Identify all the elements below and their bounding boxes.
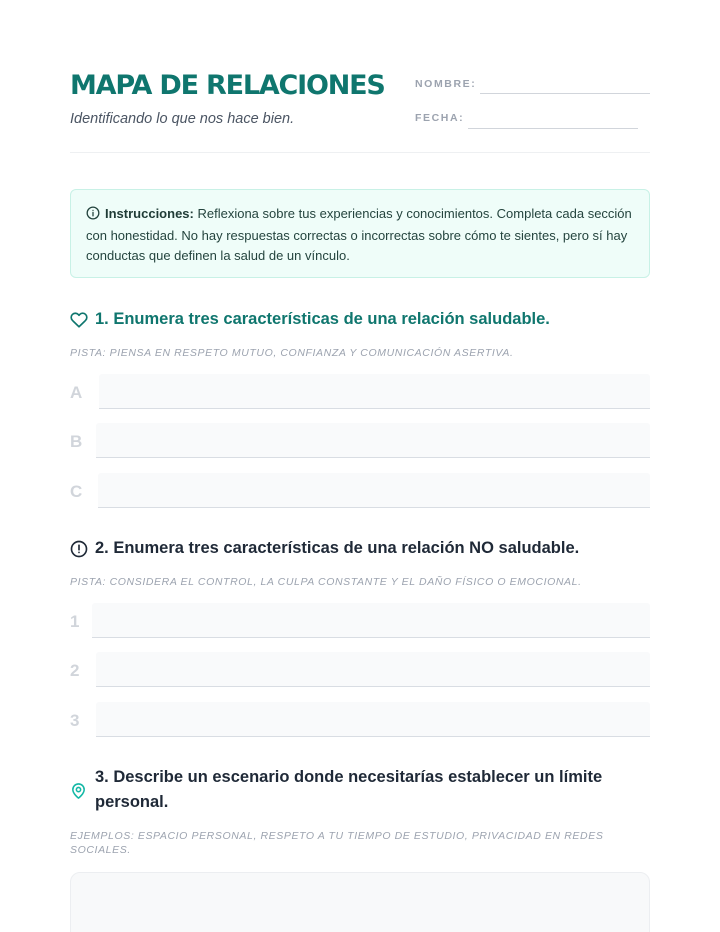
answer-field-1[interactable] (92, 603, 650, 638)
alert-circle-icon (70, 540, 88, 563)
question-3-title: 3. Describe un escenario donde necesitarías establecer un límite personal. (95, 768, 603, 811)
page-subtitle: Identificando lo que nos hace bien. (70, 111, 295, 127)
answer-label-1: 1 (70, 612, 80, 631)
name-field[interactable] (480, 93, 650, 94)
answer-label-b: B (70, 432, 83, 451)
name-label: NOMBRE: (415, 78, 477, 90)
map-pin-icon (70, 782, 87, 805)
answer-field-3[interactable] (96, 702, 650, 737)
page-title: MAPA DE RELACIONES (70, 70, 385, 101)
question-3-hint: EJEMPLOS: ESPACIO PERSONAL, RESPETO A TU TIEMPO DE ESTUDIO, PRIVACIDAD EN REDES SOCIALES. (70, 830, 604, 856)
question-2-title: 2. Enumera tres características de una relación NO saludable. (95, 539, 580, 557)
answer-label-3: 3 (70, 711, 80, 730)
question-2-hint: PISTA: CONSIDERA EL CONTROL, LA CULPA CONSTANTE Y EL DAÑO FÍSICO O EMOCIONAL. (70, 576, 582, 588)
answer-label-2: 2 (70, 661, 80, 680)
question-1-title: 1. Enumera tres características de una relación saludable. (95, 310, 550, 328)
date-label: FECHA: (415, 112, 465, 124)
instructions-label: Instrucciones: (105, 206, 194, 221)
scenario-textarea[interactable] (70, 872, 650, 932)
instructions-text: Reflexiona sobre tus experiencias y conocimientos. Completa cada sección con honestidad. No hay respuestas correctas o incorrectas sobre cómo te sientes, pero sí hay conductas que definen la salud de un vínculo. (86, 206, 632, 263)
answer-field-2[interactable] (96, 652, 650, 687)
answer-field-a[interactable] (99, 374, 650, 409)
answer-label-c: C (70, 482, 83, 501)
date-field[interactable] (468, 128, 638, 129)
info-icon (86, 206, 100, 226)
answer-field-c[interactable] (98, 473, 650, 508)
header-divider (70, 152, 650, 153)
question-1-hint: PISTA: PIENSA EN RESPETO MUTUO, CONFIANZA Y COMUNICACIÓN ASERTIVA. (70, 347, 514, 359)
answer-label-a: A (70, 383, 83, 402)
answer-field-b[interactable] (96, 423, 650, 458)
heart-icon (70, 311, 88, 334)
instructions-box (70, 189, 650, 278)
